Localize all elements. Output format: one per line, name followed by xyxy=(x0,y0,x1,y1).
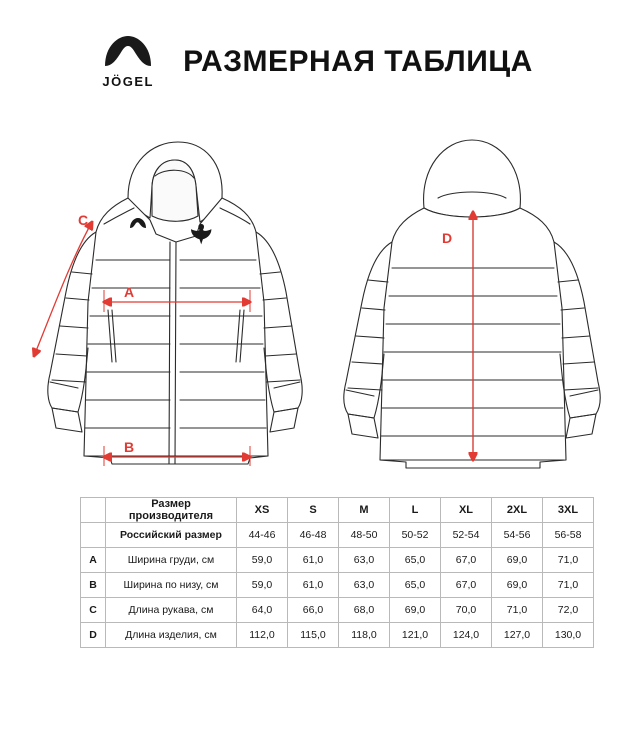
cell-d-2xl: 127,0 xyxy=(492,623,543,648)
cell-russian-s: 46-48 xyxy=(288,523,339,548)
jacket-front-view xyxy=(48,142,302,464)
cell-b-xs: 59,0 xyxy=(237,573,288,598)
row-key-a: A xyxy=(81,548,106,573)
row-key-empty-2 xyxy=(81,523,106,548)
cell-russian-l: 50-52 xyxy=(390,523,441,548)
measure-label-b: B xyxy=(124,439,135,455)
cell-russian-m: 48-50 xyxy=(339,523,390,548)
table-row-russian xyxy=(81,523,594,548)
cell-manufacturer-s: S xyxy=(288,498,339,523)
cell-c-2xl: 71,0 xyxy=(492,598,543,623)
cell-a-s: 61,0 xyxy=(288,548,339,573)
cell-manufacturer-2xl: 2XL xyxy=(492,498,543,523)
cell-manufacturer-xl: XL xyxy=(441,498,492,523)
cell-d-xs: 112,0 xyxy=(237,623,288,648)
cell-b-l: 65,0 xyxy=(390,573,441,598)
cell-c-m: 68,0 xyxy=(339,598,390,623)
illustration xyxy=(0,112,624,492)
cell-b-m: 63,0 xyxy=(339,573,390,598)
header xyxy=(0,34,624,89)
cell-a-2xl: 69,0 xyxy=(492,548,543,573)
cell-a-l: 65,0 xyxy=(390,548,441,573)
cell-b-s: 61,0 xyxy=(288,573,339,598)
cell-d-l: 121,0 xyxy=(390,623,441,648)
cell-d-3xl: 130,0 xyxy=(543,623,594,648)
table-row xyxy=(81,598,594,623)
cell-manufacturer-l: L xyxy=(390,498,441,523)
cell-manufacturer-m: M xyxy=(339,498,390,523)
measure-label-a: A xyxy=(124,284,135,300)
measure-label-c: C xyxy=(78,212,89,228)
row-key-b: B xyxy=(81,573,106,598)
cell-c-xs: 64,0 xyxy=(237,598,288,623)
cell-manufacturer-3xl: 3XL xyxy=(543,498,594,523)
cell-a-m: 63,0 xyxy=(339,548,390,573)
cell-c-xl: 70,0 xyxy=(441,598,492,623)
size-table-wrapper xyxy=(80,497,582,648)
table-row xyxy=(81,623,594,648)
cell-manufacturer-xs: XS xyxy=(237,498,288,523)
cell-a-xs: 59,0 xyxy=(237,548,288,573)
row-key-c: C xyxy=(81,598,106,623)
jogel-logo-icon xyxy=(100,34,156,72)
cell-d-s: 115,0 xyxy=(288,623,339,648)
cell-c-s: 66,0 xyxy=(288,598,339,623)
table-row xyxy=(81,548,594,573)
cell-b-xl: 67,0 xyxy=(441,573,492,598)
row-label-b: Ширина по низу, см xyxy=(106,573,237,598)
cell-russian-xl: 52-54 xyxy=(441,523,492,548)
row-key-d: D xyxy=(81,623,106,648)
row-label-russian: Российский размер xyxy=(106,523,237,548)
cell-b-3xl: 71,0 xyxy=(543,573,594,598)
cell-russian-xs: 44-46 xyxy=(237,523,288,548)
table-row xyxy=(81,573,594,598)
cell-b-2xl: 69,0 xyxy=(492,573,543,598)
measure-label-d: D xyxy=(442,230,453,246)
row-label-a: Ширина груди, см xyxy=(106,548,237,573)
jacket-back-view xyxy=(344,140,600,468)
cell-c-l: 69,0 xyxy=(390,598,441,623)
cell-russian-3xl: 56-58 xyxy=(543,523,594,548)
cell-d-m: 118,0 xyxy=(339,623,390,648)
jacket-diagram xyxy=(0,112,624,492)
cell-a-xl: 67,0 xyxy=(441,548,492,573)
cell-russian-2xl: 54-56 xyxy=(492,523,543,548)
row-key-empty xyxy=(81,498,106,523)
cell-c-3xl: 72,0 xyxy=(543,598,594,623)
brand-name: JÖGEL xyxy=(102,74,154,89)
brand-logo xyxy=(91,34,165,89)
cell-a-3xl: 71,0 xyxy=(543,548,594,573)
row-label-manufacturer: Размер производителя xyxy=(106,498,237,523)
page-title: РАЗМЕРНАЯ ТАБЛИЦА xyxy=(183,44,533,78)
row-label-d: Длина изделия, см xyxy=(106,623,237,648)
table-row-manufacturer xyxy=(81,498,594,523)
size-table xyxy=(80,497,594,648)
cell-d-xl: 124,0 xyxy=(441,623,492,648)
row-label-c: Длина рукава, см xyxy=(106,598,237,623)
